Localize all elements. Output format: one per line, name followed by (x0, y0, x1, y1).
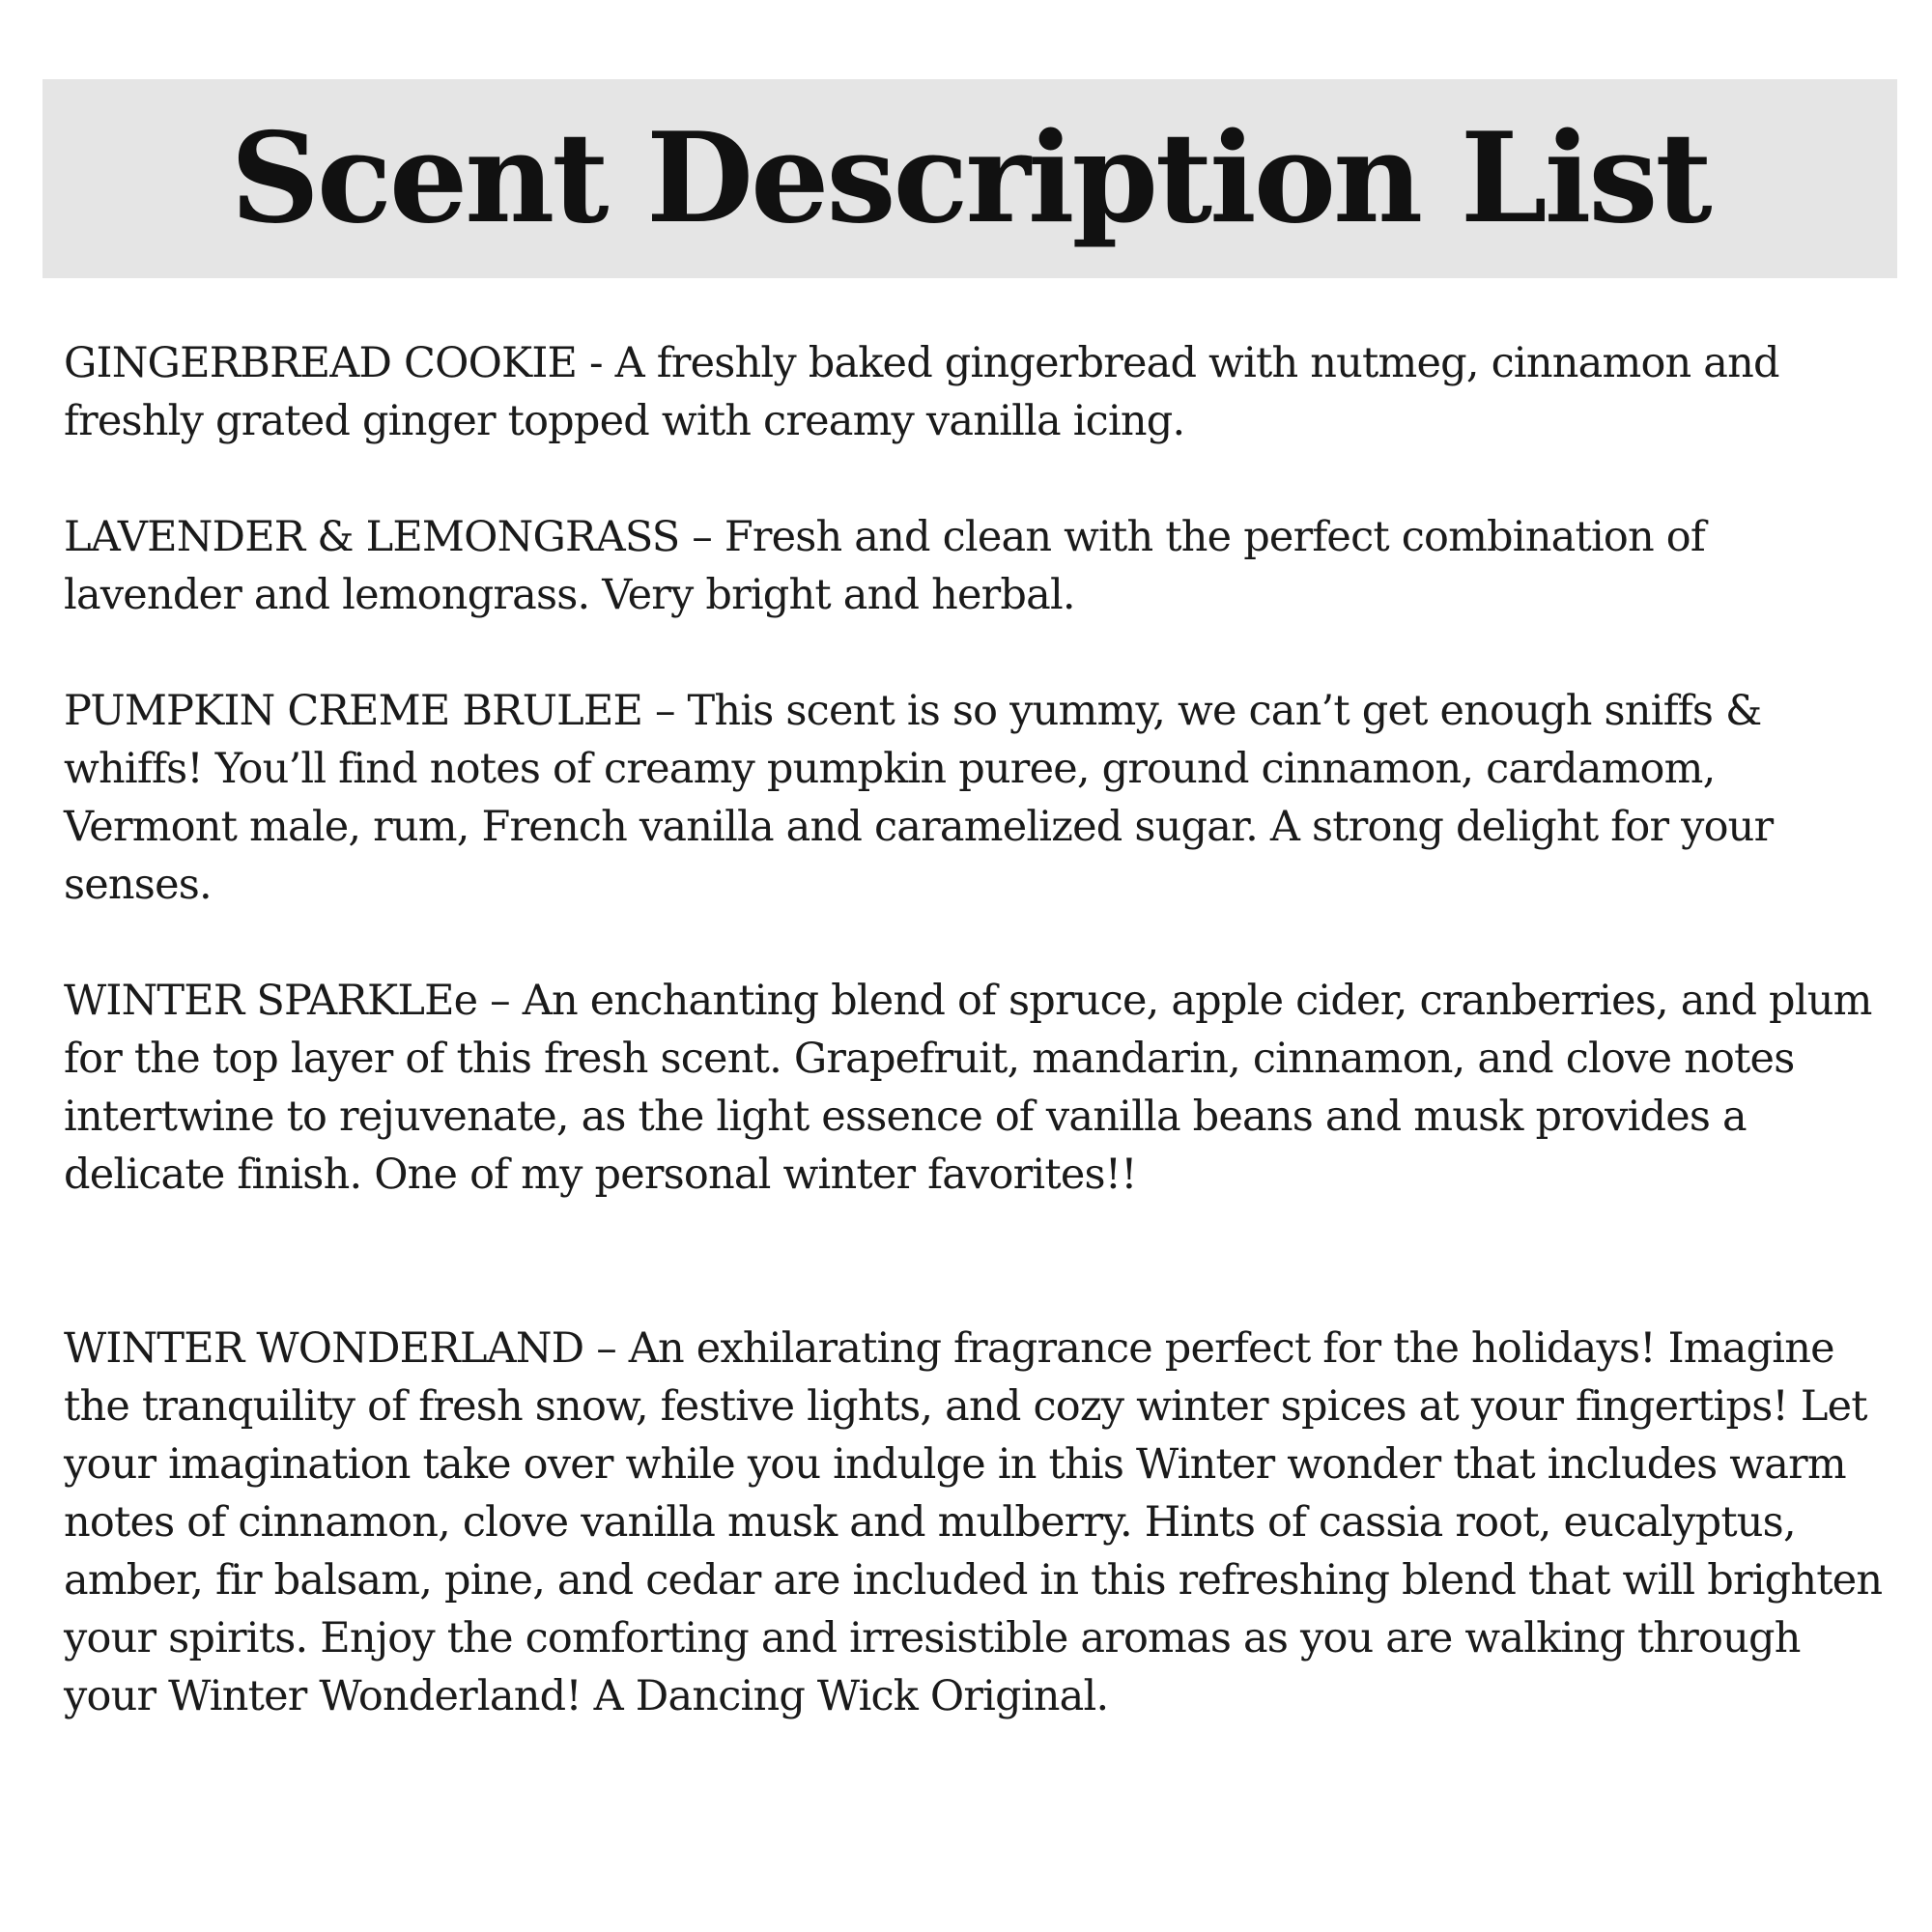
scent-entry-lavender-lemongrass (64, 508, 1894, 624)
scent-separator: – (679, 513, 724, 561)
scent-entry-gingerbread-cookie (64, 334, 1894, 450)
scent-name: GINGERBREAD COOKIE (64, 339, 578, 387)
scent-name: PUMPKIN CREME BRULEE (64, 687, 643, 735)
scent-description: A freshly baked gingerbread with nutmeg, cinnamon and freshly grated ginger topped with creamy vanilla icing. (64, 339, 1779, 445)
scent-entry-winter-sparkle (64, 972, 1894, 1204)
scent-separator: – (642, 687, 688, 735)
scent-name: LAVENDER & LEMONGRASS (64, 513, 680, 561)
scent-description: Fresh and clean with the perfect combination of lavender and lemongrass. Very bright and herbal. (64, 513, 1705, 619)
scent-separator: – (477, 977, 523, 1025)
scent-entry-winter-wonderland (64, 1320, 1894, 1725)
scent-description: An exhilarating fragrance perfect for the holidays! Imagine the tranquility of fresh snow, festive lights, and cozy winter spices at your fingertips! Let your imagination take over while you indulge in this Winter wonder that includes warm notes of cinnamon, clove vanilla musk and mulberry. Hints of cassia root, eucalyptus, amber, fir balsam, pine, and cedar are included in this refreshing blend that will brighten your spirits. Enjoy the comforting and irresistible aromas as you are walking through your Winter Wonderland! A Dancing Wick Original. (64, 1324, 1883, 1720)
scent-separator: – (583, 1324, 629, 1373)
scent-entry-pumpkin-creme-brulee (64, 682, 1894, 914)
page-title: Scent Description List (230, 106, 1710, 251)
scent-description: An enchanting blend of spruce, apple cider, cranberries, and plum for the top layer of this fresh scent. Grapefruit, mandarin, cinnamon, and clove notes intertwine to rejuvenate, as the light essence of vanilla beans and musk provides a delicate finish. One of my personal winter favorites!! (64, 977, 1872, 1199)
scent-name: WINTER SPARKLEe (64, 977, 478, 1025)
scent-separator: - (577, 339, 615, 387)
scent-name: WINTER WONDERLAND (64, 1324, 584, 1373)
title-banner (43, 79, 1897, 278)
scent-list (64, 334, 1894, 1725)
scent-description: This scent is so yummy, we can’t get enough sniffs & whiffs! You’ll find notes of creamy pumpkin puree, ground cinnamon, cardamom, Vermont male, rum, French vanilla and caramelized sugar. A strong delight for your senses. (64, 687, 1774, 909)
